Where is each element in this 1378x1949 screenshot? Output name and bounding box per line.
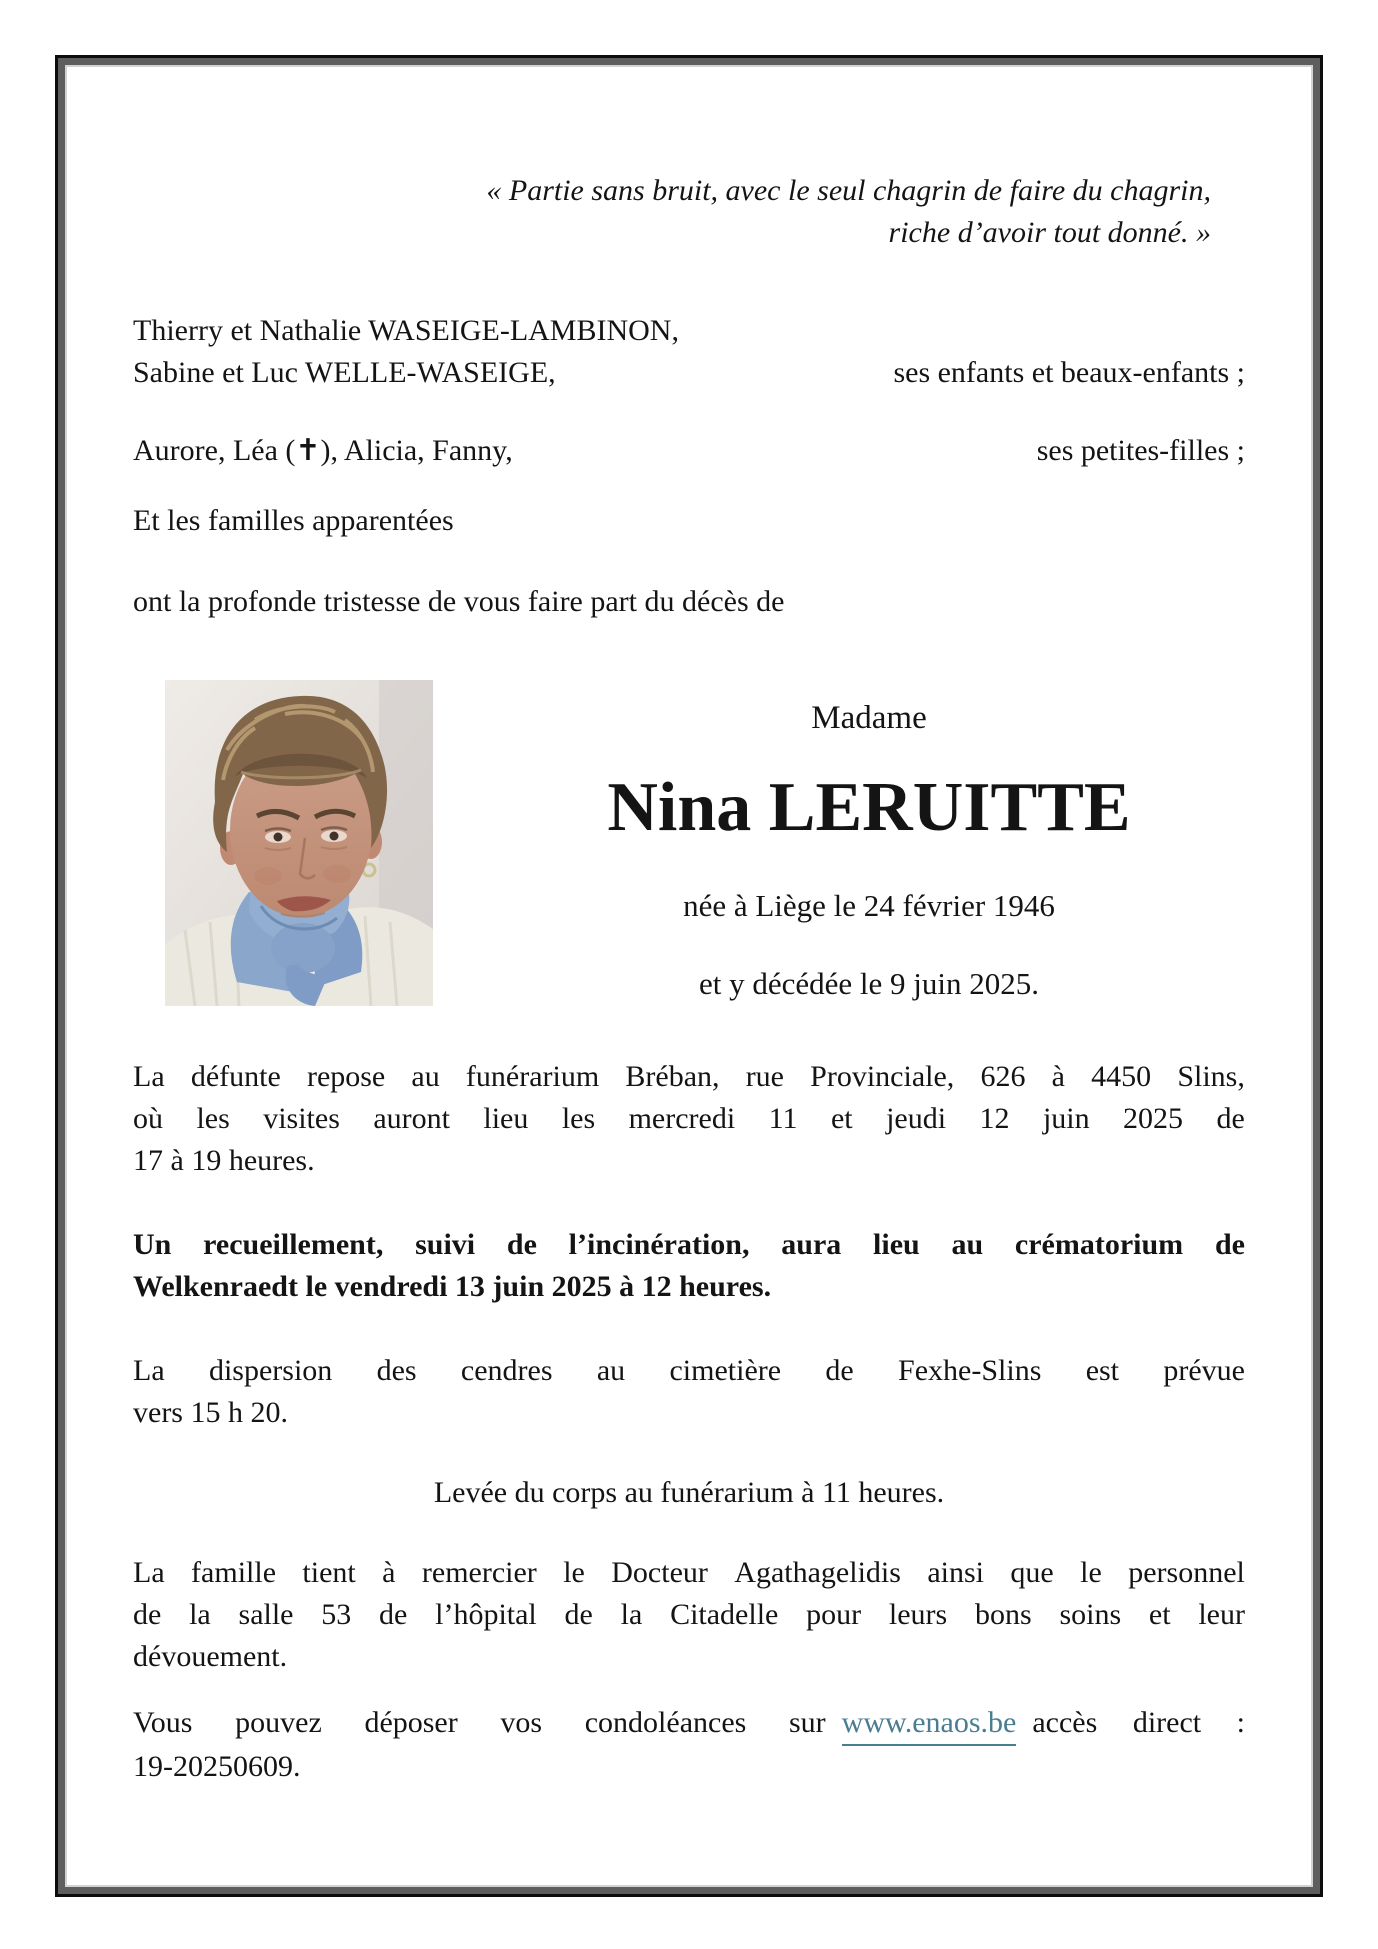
remerciements-line-3: dévouement. <box>133 1640 288 1673</box>
paragraph-repose <box>133 1056 1245 1182</box>
deceased-name: Nina LERUITTE <box>607 769 1131 846</box>
family-names <box>133 310 1245 394</box>
family-row-2-names: Sabine et Luc WELLE-WASEIGE, <box>133 356 556 389</box>
paragraph-condoleances <box>133 1702 1245 1788</box>
dispersion-line-2: vers 15 h 20. <box>133 1396 288 1429</box>
condoleances-line-1 <box>133 1702 1245 1746</box>
condoleances-code: 19-20250609. <box>133 1750 301 1783</box>
remerciements-line-2: de la salle 53 de l’hôpital de la Citadelle pour leurs bons soins et leur <box>133 1598 1245 1631</box>
portrait-photo <box>165 680 433 1006</box>
page-frame <box>55 55 1323 1897</box>
repose-line-3: 17 à 19 heures. <box>133 1144 315 1177</box>
quote-line-2: riche d’avoir tout donné. » <box>888 216 1211 249</box>
memorial-quote <box>133 170 1245 254</box>
related-families-line: Et les familles apparentées <box>133 504 454 537</box>
dispersion-line-1: La dispersion des cendres au cimetière de Fexhe-Slins est prévue <box>133 1354 1245 1387</box>
cremation-line-2: Welkenraedt le vendredi 13 juin 2025 à 12 heures. <box>133 1270 772 1303</box>
repose-line-2: où les visites auront lieu les mercredi 11 et jeudi 12 juin 2025 de <box>133 1102 1245 1135</box>
condoleances-prefix: Vous pouvez déposer vos condoléances sur <box>133 1706 826 1739</box>
birth-line: née à Liège le 24 février 1946 <box>683 888 1055 923</box>
cremation-line-1: Un recueillement, suivi de l’incinération, aura lieu au crématorium de <box>133 1228 1245 1261</box>
death-line: et y décédée le 9 juin 2025. <box>698 966 1040 1001</box>
family-row-2 <box>133 352 1245 394</box>
granddaughters-relation: ses petites-filles ; <box>1036 434 1245 467</box>
family-row-1: Thierry et Nathalie WASEIGE-LAMBINON, <box>133 314 679 347</box>
repose-line-1: La défunte repose au funérarium Bréban, rue Provinciale, 626 à 4450 Slins, <box>133 1060 1245 1093</box>
paragraph-remerciements <box>133 1552 1245 1678</box>
condoleances-suffix: accès direct : <box>1032 1706 1245 1739</box>
quote-line-1: « Partie sans bruit, avec le seul chagrin de faire du chagrin, <box>486 174 1211 207</box>
paragraph-dispersion <box>133 1350 1245 1434</box>
paragraph-levee: Levée du corps au funérarium à 11 heures. <box>433 1476 945 1509</box>
granddaughters-row <box>133 430 1245 472</box>
announcement-line: ont la profonde tristesse de vous faire part du décès de <box>133 585 785 618</box>
paragraph-cremation <box>133 1224 1245 1308</box>
remerciements-line-1: La famille tient à remercier le Docteur Agathagelidis ainsi que le personnel <box>133 1556 1245 1589</box>
civility: Madame <box>811 700 927 736</box>
family-row-2-relation: ses enfants et beaux-enfants ; <box>893 356 1245 389</box>
enaos-link[interactable]: www.enaos.be <box>842 1702 1017 1746</box>
deceased-section <box>133 680 1245 1006</box>
deceased-identity <box>433 680 1245 1005</box>
granddaughters-names: Aurore, Léa (✝), Alicia, Fanny, <box>133 434 513 467</box>
